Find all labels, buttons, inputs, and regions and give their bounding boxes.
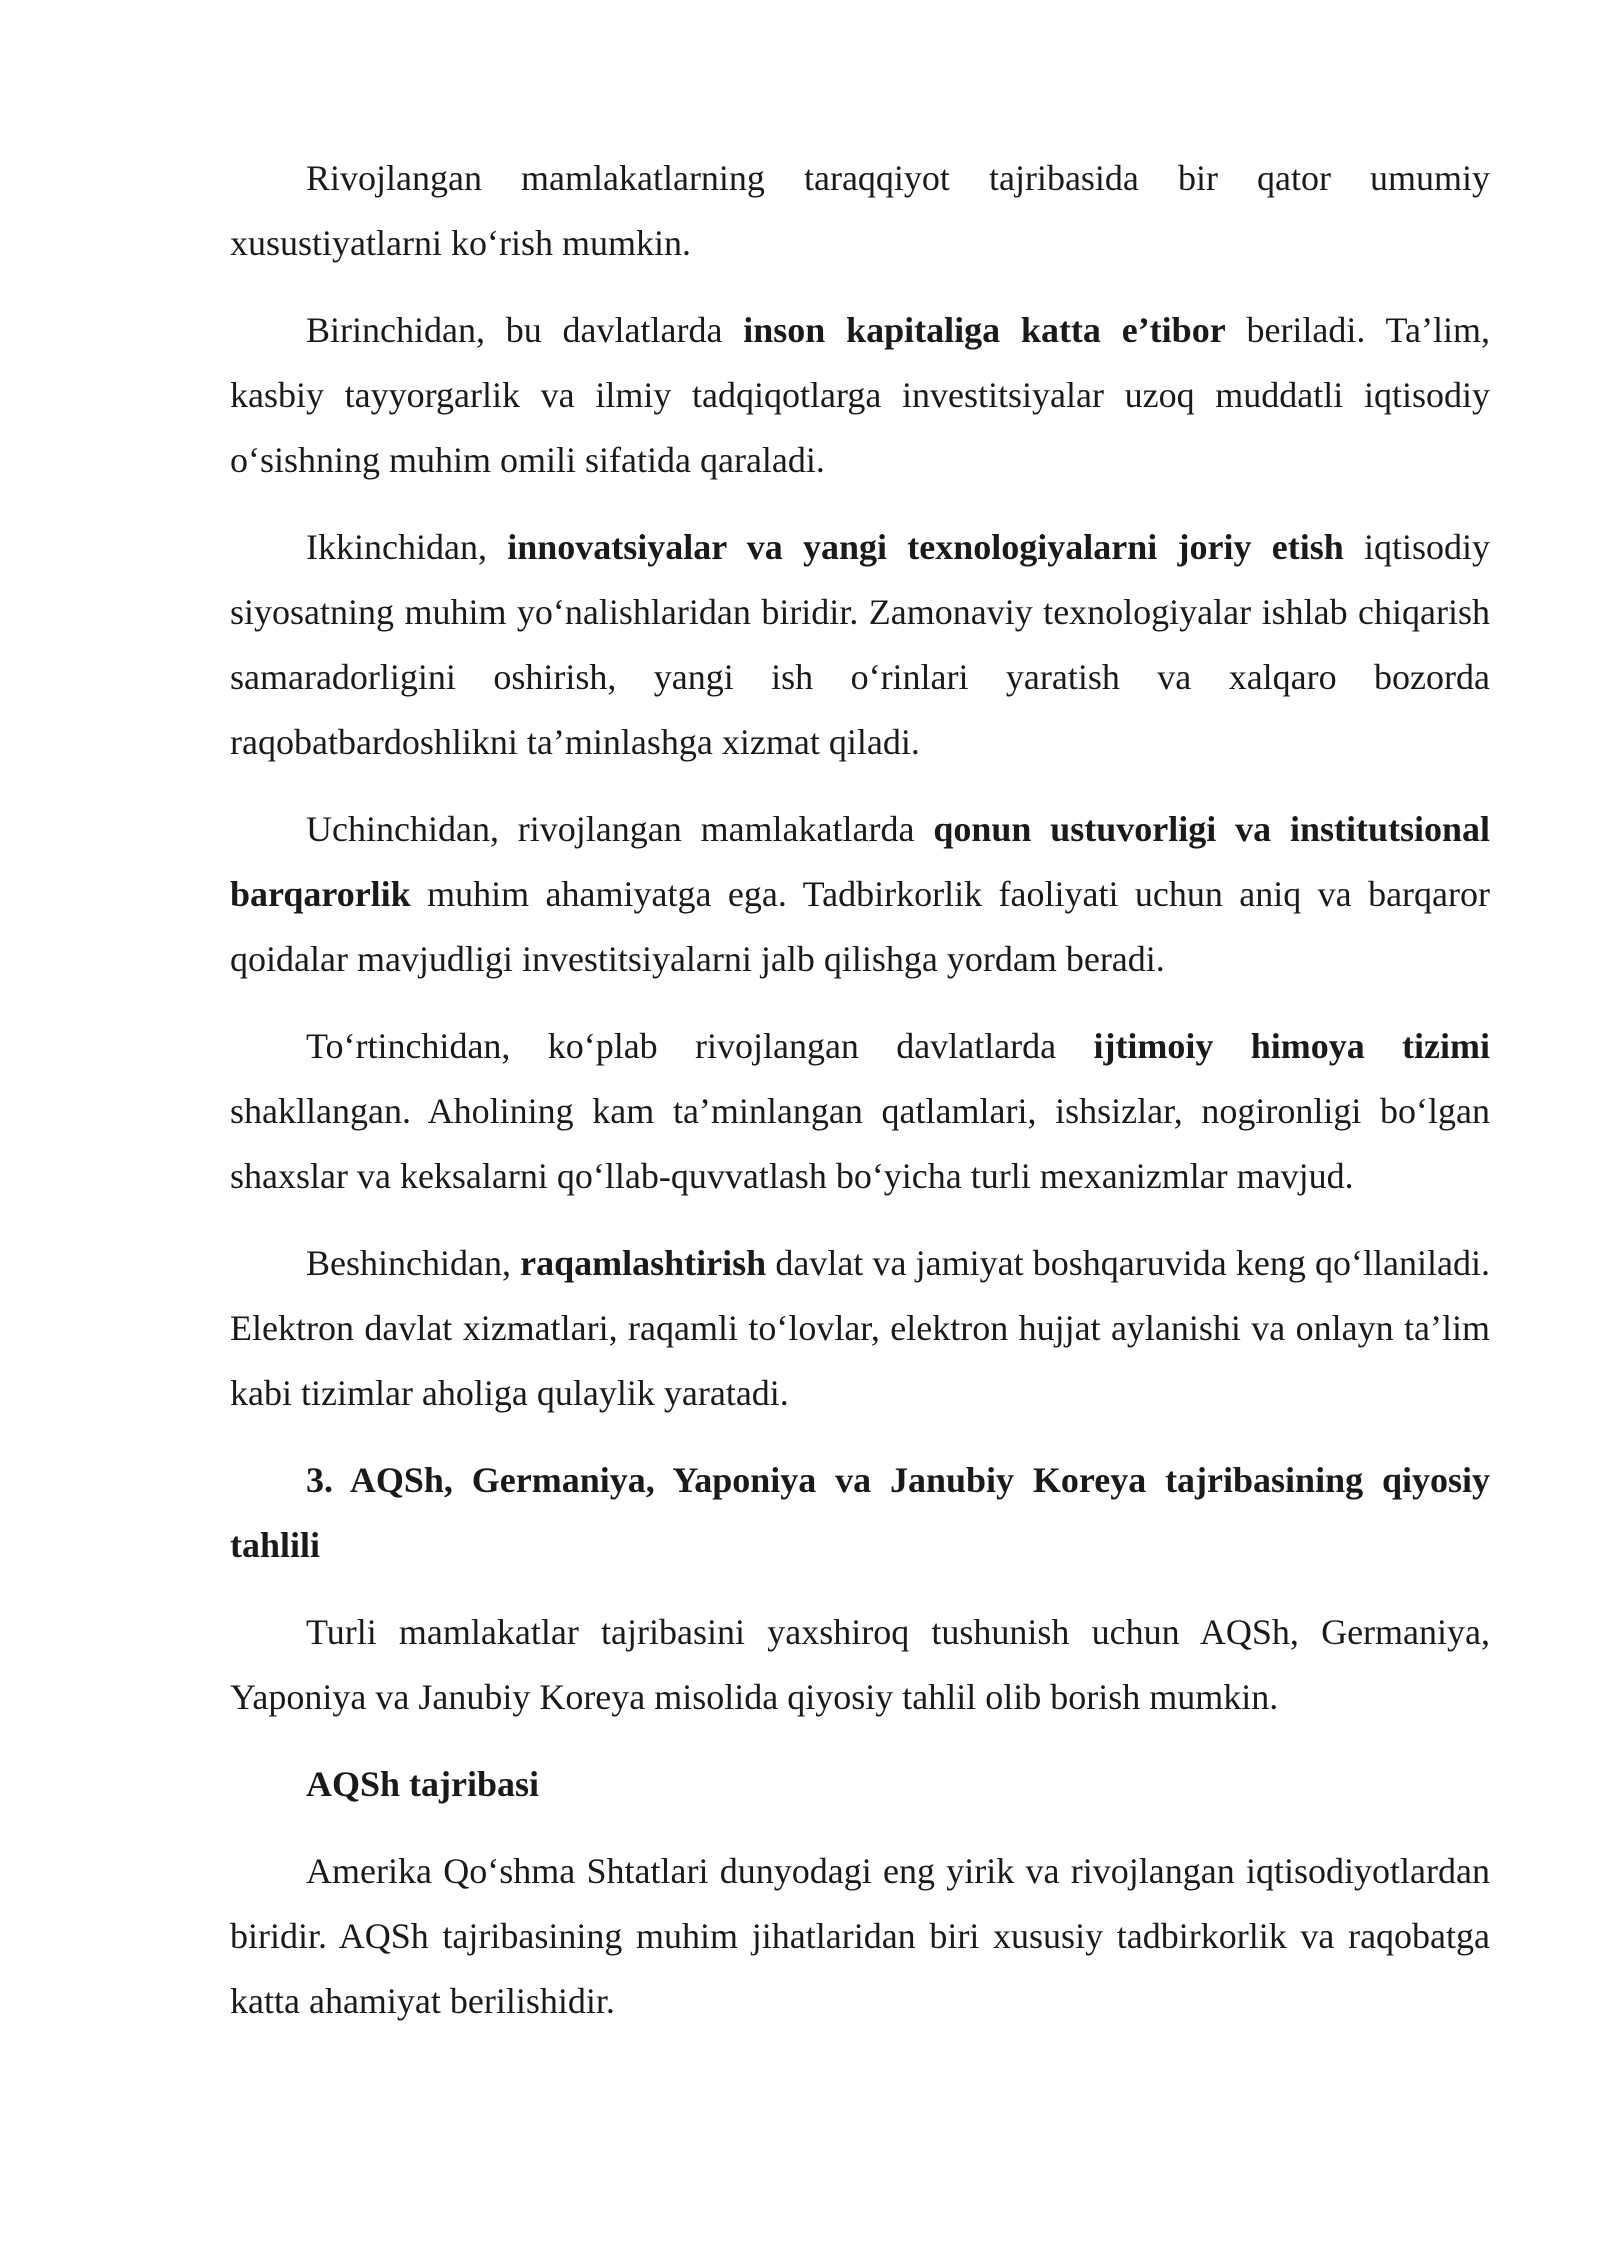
paragraph-third: [230, 797, 1490, 992]
paragraph-text-before: Beshinchidan,: [306, 1243, 521, 1283]
paragraph-fifth: [230, 1231, 1490, 1426]
paragraph-text-before: To‘rtinchidan, ko‘plab rivojlangan davlatlarda: [306, 1026, 1094, 1066]
subsection-heading-usa: AQSh tajribasi: [306, 1764, 540, 1804]
paragraph-text: Turli mamlakatlar tajribasini yaxshiroq tushunish uchun AQSh, Germaniya, Yaponiya va Janubiy Koreya misolida qiyosiy tahlil olib borish mumkin.: [230, 1612, 1490, 1717]
paragraph-text: Amerika Qo‘shma Shtatlari dunyodagi eng yirik va rivojlangan iqtisodiyotlardan biridir. AQSh tajribasining muhim jihatlaridan biri xususiy tadbirkorlik va raqobatga katta ahamiyat berilishidir.: [230, 1851, 1490, 2021]
paragraph-first: [230, 298, 1490, 493]
paragraph-fourth: [230, 1014, 1490, 1209]
paragraph-text-before: Ikkinchidan,: [306, 527, 508, 567]
emphasis-text: ijtimoiy himoya tizimi: [1093, 1026, 1490, 1066]
paragraph-text-before: Uchinchidan, rivojlangan mamlakatlarda: [306, 809, 934, 849]
emphasis-text: innovatsiyalar va yangi texnologiyalarni joriy etish: [507, 527, 1344, 567]
emphasis-text: qonun ustuvorligi va institutsional barqarorlik: [230, 809, 1491, 914]
paragraph-text-after: beriladi. Ta’lim, kasbiy tayyorgarlik va ilmiy tadqiqotlarga investitsiyalar uzoq muddatli iqtisodiy o‘sishning muhim omili sifatida qaraladi.: [230, 310, 1491, 480]
paragraph-text-before: Birinchidan, bu davlatlarda: [306, 310, 744, 350]
paragraph-intro: [230, 146, 1490, 276]
paragraph-text-after: shakllangan. Aholining kam ta’minlangan qatlamlari, ishsizlar, nogironligi bo‘lgan shaxslar va keksalarni qo‘llab-quvvatlash bo‘yicha turli mexanizmlar mavjud.: [230, 1091, 1490, 1196]
section-heading: 3. AQSh, Germaniya, Yaponiya va Janubiy Koreya tajribasining qiyosiy tahlili: [230, 1460, 1490, 1565]
paragraph-text-after: iqtisodiy siyosatning muhim yo‘nalishlaridan biridir. Zamonaviy texnologiyalar ishlab chiqarish samaradorligini oshirish, yangi ish o‘rinlari yaratish va xalqaro bozorda raqobatbardoshlikni ta’minlashga xizmat qiladi.: [230, 527, 1490, 762]
emphasis-text: raqamlashtirish: [520, 1243, 767, 1283]
paragraph-usa: [230, 1839, 1490, 2034]
emphasis-text: inson kapitaliga katta e’tibor: [743, 310, 1226, 350]
document-page: [230, 146, 1490, 2056]
paragraph-text-after: davlat va jamiyat boshqaruvida keng qo‘llaniladi. Elektron davlat xizmatlari, raqamli to‘lovlar, elektron hujjat aylanishi va onlayn ta’lim kabi tizimlar aholiga qulaylik yaratadi.: [230, 1243, 1490, 1413]
paragraph-text: Rivojlangan mamlakatlarning taraqqiyot tajribasida bir qator umumiy xusustiyatlarni ko‘rish mumkin.: [230, 158, 1490, 263]
paragraph-text-after: muhim ahamiyatga ega. Tadbirkorlik faoliyati uchun aniq va barqaror qoidalar mavjudligi investitsiyalarni jalb qilishga yordam beradi.: [230, 874, 1490, 979]
paragraph-second: [230, 515, 1490, 775]
paragraph-comparison-intro: [230, 1600, 1490, 1730]
